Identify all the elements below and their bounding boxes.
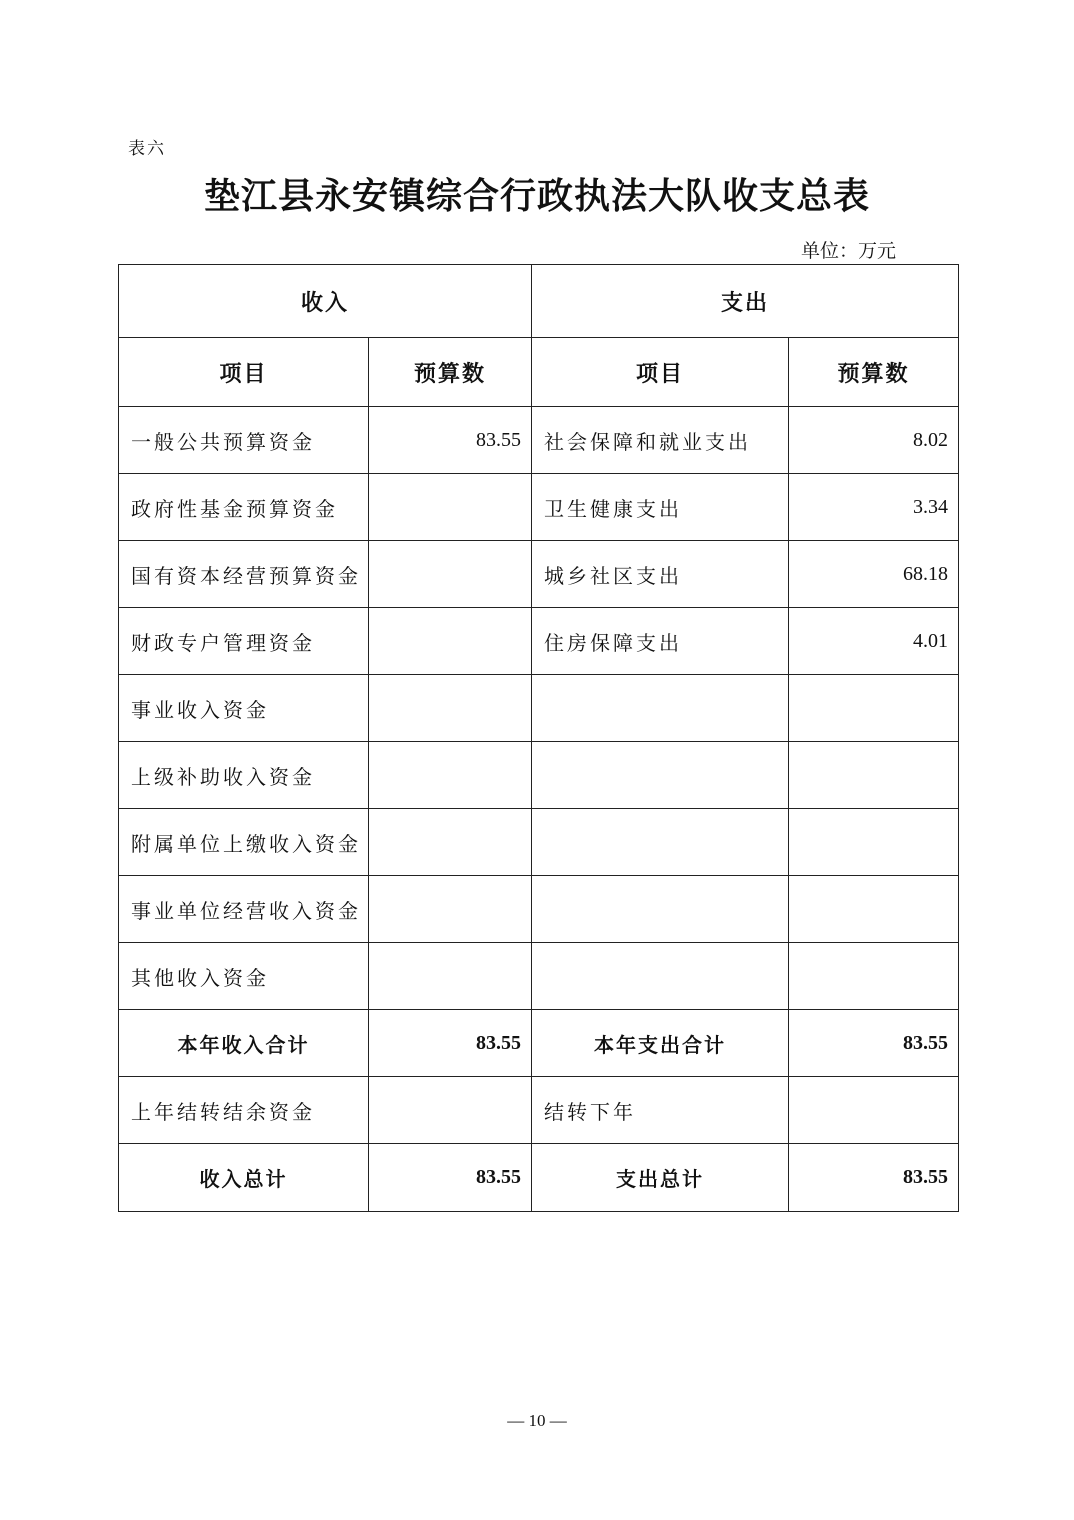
income-item: 附属单位上缴收入资金: [119, 809, 369, 876]
income-amount: [369, 541, 532, 608]
table-row: [119, 608, 959, 675]
income-budget-header: 预算数: [369, 338, 532, 407]
income-amount: [369, 675, 532, 742]
expense-amount: [789, 809, 959, 876]
income-amount: [369, 943, 532, 1010]
grand-expense-total-amount: 83.55: [789, 1144, 959, 1212]
income-item-header: 项目: [119, 338, 369, 407]
expense-item: 社会保障和就业支出: [532, 407, 789, 474]
year-expense-total-amount: 83.55: [789, 1010, 959, 1077]
expense-item: [532, 675, 789, 742]
income-item: 政府性基金预算资金: [119, 474, 369, 541]
expense-budget-header: 预算数: [789, 338, 959, 407]
year-income-total-label: 本年收入合计: [119, 1010, 369, 1077]
year-income-total-amount: 83.55: [369, 1010, 532, 1077]
section-header-row: [119, 265, 959, 338]
grand-expense-total-label: 支出总计: [532, 1144, 789, 1212]
column-header-row: [119, 338, 959, 407]
carryover-expense-label: 结转下年: [532, 1077, 789, 1144]
table-row: [119, 474, 959, 541]
income-item: 一般公共预算资金: [119, 407, 369, 474]
income-item: 事业单位经营收入资金: [119, 876, 369, 943]
table-row: [119, 876, 959, 943]
table-caption: 表六: [128, 139, 166, 159]
table-row: [119, 943, 959, 1010]
expense-amount: 3.34: [789, 474, 959, 541]
year-expense-total-label: 本年支出合计: [532, 1010, 789, 1077]
income-amount: 83.55: [369, 407, 532, 474]
table-row: [119, 809, 959, 876]
income-item: 其他收入资金: [119, 943, 369, 1010]
carryover-expense-amount: [789, 1077, 959, 1144]
income-item: 事业收入资金: [119, 675, 369, 742]
budget-table: [118, 264, 959, 1212]
income-amount: [369, 876, 532, 943]
table-row: [119, 742, 959, 809]
page-number: — 10 —: [507, 1411, 567, 1430]
expense-item: [532, 943, 789, 1010]
expense-amount: [789, 742, 959, 809]
expense-amount: 4.01: [789, 608, 959, 675]
carryover-row: [119, 1077, 959, 1144]
grand-income-total-amount: 83.55: [369, 1144, 532, 1212]
page-title: 垫江县永安镇综合行政执法大队收支总表: [203, 175, 870, 217]
expense-amount: [789, 675, 959, 742]
expense-item-header: 项目: [532, 338, 789, 407]
expense-section-header: 支出: [532, 265, 959, 338]
unit-label: 单位：万元: [800, 240, 896, 262]
income-item: 国有资本经营预算资金: [119, 541, 369, 608]
expense-item: 城乡社区支出: [532, 541, 789, 608]
income-amount: [369, 742, 532, 809]
income-item: 财政专户管理资金: [119, 608, 369, 675]
expense-amount: 8.02: [789, 407, 959, 474]
carryover-income-amount: [369, 1077, 532, 1144]
carryover-income-label: 上年结转结余资金: [119, 1077, 369, 1144]
income-item: 上级补助收入资金: [119, 742, 369, 809]
table-row: [119, 407, 959, 474]
table-row: [119, 541, 959, 608]
expense-amount: [789, 876, 959, 943]
income-section-header: 收入: [119, 265, 532, 338]
expense-amount: [789, 943, 959, 1010]
income-amount: [369, 608, 532, 675]
expense-item: 住房保障支出: [532, 608, 789, 675]
expense-item: 卫生健康支出: [532, 474, 789, 541]
income-amount: [369, 809, 532, 876]
expense-item: [532, 742, 789, 809]
expense-item: [532, 809, 789, 876]
expense-amount: 68.18: [789, 541, 959, 608]
year-total-row: [119, 1010, 959, 1077]
expense-item: [532, 876, 789, 943]
grand-income-total-label: 收入总计: [119, 1144, 369, 1212]
income-amount: [369, 474, 532, 541]
table-row: [119, 675, 959, 742]
grand-total-row: [119, 1144, 959, 1212]
